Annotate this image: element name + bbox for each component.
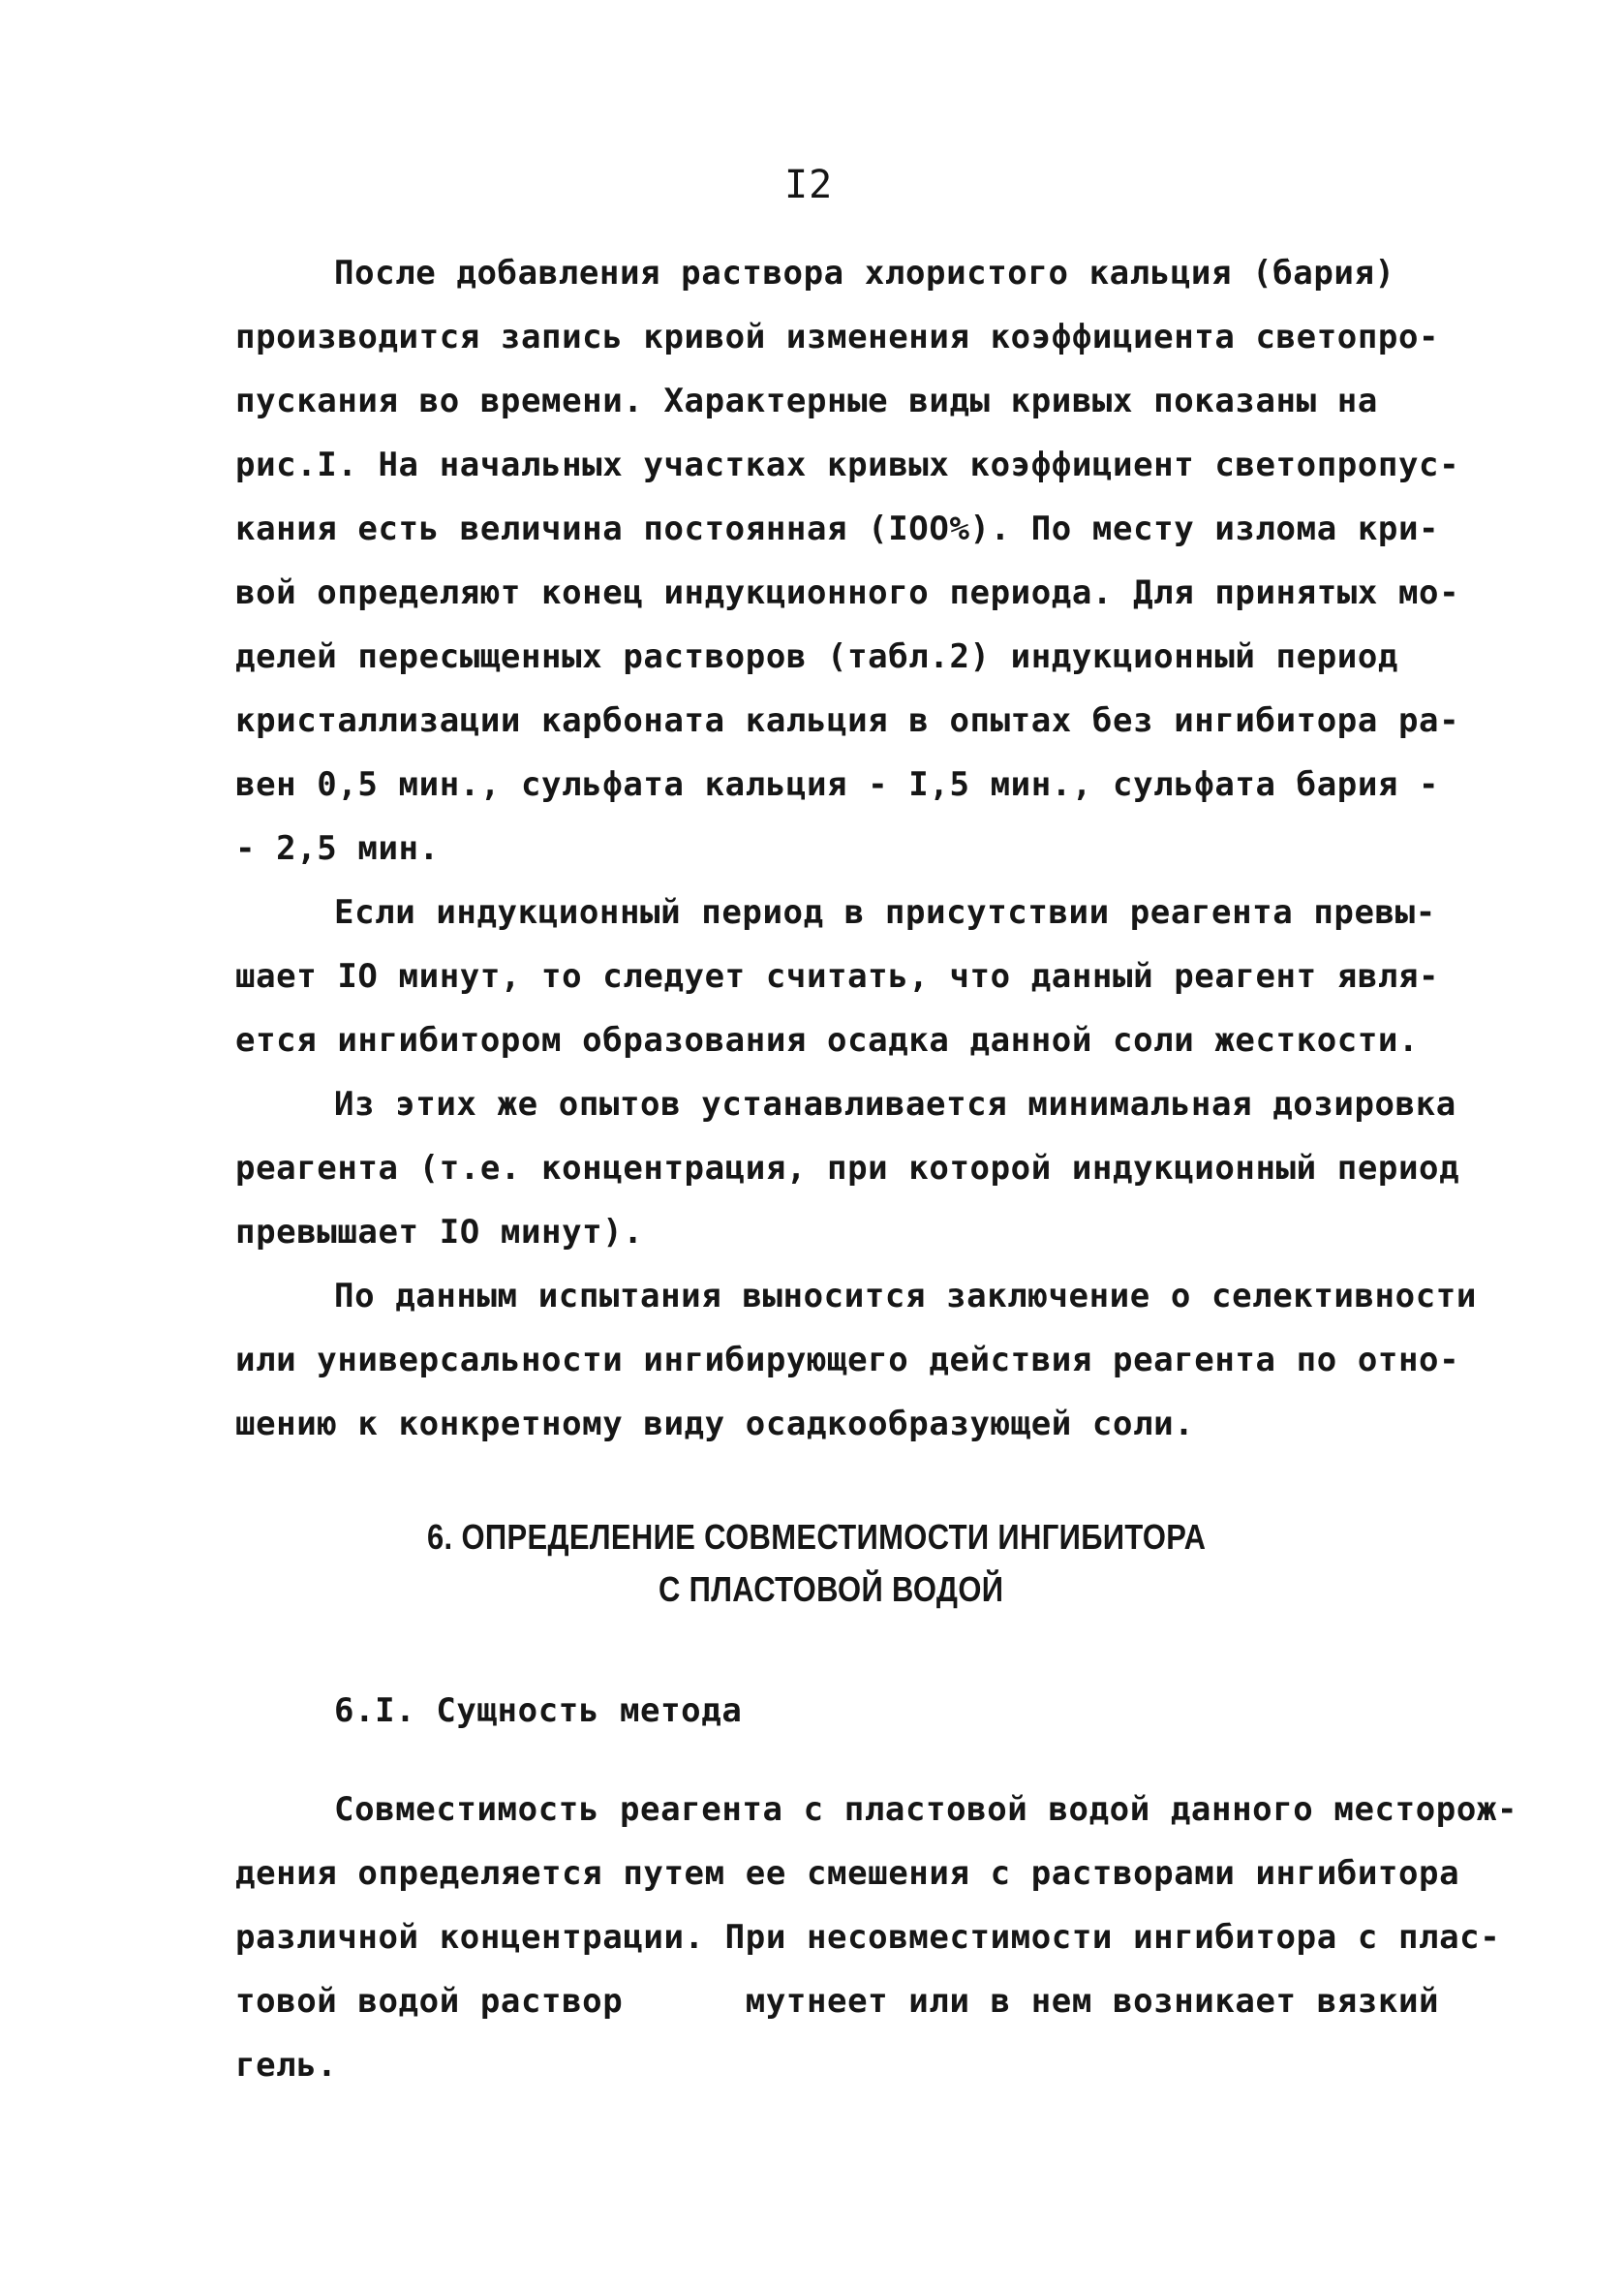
text-line: делей пересыщенных растворов (табл.2) индукционный период [235, 637, 1398, 676]
text-line: производится запись кривой изменения коэффициента светопро- [235, 318, 1440, 356]
text-line: рис.I. На начальных участках кривых коэффициент светопропус- [235, 446, 1460, 484]
text-line: вен 0,5 мин., сульфата кальция - I,5 мин., сульфата бария - [235, 765, 1440, 804]
text-line: - 2,5 мин. [235, 829, 440, 868]
section-heading-line-1: 6. ОПРЕДЕЛЕНИЕ СОВМЕСТИМОСТИ ИНГИБИТОРА [427, 1517, 1207, 1557]
text-line: пускания во времени. Характерные виды кривых показаны на [235, 382, 1378, 420]
text-line: превышает IO минут). [235, 1213, 644, 1252]
text-line: или универсальности ингибирующего действия реагента по отно- [235, 1341, 1460, 1379]
text-line: гель. [235, 2046, 338, 2085]
text-line: различной концентрации. При несовместимости ингибитора с плас- [235, 1918, 1501, 1957]
text-line: кания есть величина постоянная (IOO%). По месту излома кри- [235, 510, 1440, 548]
text-line: Если индукционный период в присутствии реагента превы- [334, 893, 1436, 932]
text-line: Из этих же опытов устанавливается минимальная дозировка [334, 1085, 1456, 1124]
text-line: кристаллизации карбоната кальция в опытах без ингибитора ра- [235, 701, 1460, 740]
text-line: После добавления раствора хлористого кальция (бария) [334, 254, 1395, 293]
text-line: вой определяют конец индукционного периода. Для принятых мо- [235, 573, 1460, 612]
text-line: шению к конкретному виду осадкообразующей соли. [235, 1405, 1195, 1443]
page-number: I2 [784, 163, 834, 207]
text-line: По данным испытания выносится заключение о селективности [334, 1277, 1477, 1315]
text-line: товой водой раствор мутнеет или в нем возникает вязкий [235, 1982, 1440, 2021]
text-line: реагента (т.е. концентрация, при которой индукционный период [235, 1149, 1460, 1188]
text-line: шает IO минут, то следует считать, что данный реагент явля- [235, 957, 1440, 996]
subsection-heading: 6.I. Сущность метода [334, 1691, 743, 1730]
section-heading-line-2: С ПЛАСТОВОЙ ВОДОЙ [659, 1569, 1004, 1609]
text-line: Совместимость реагента с пластовой водой данного месторож- [334, 1790, 1518, 1829]
text-line: дения определяется путем ее смешения с растворами ингибитора [235, 1854, 1460, 1893]
text-line: ется ингибитором образования осадка данной соли жесткости. [235, 1021, 1420, 1060]
